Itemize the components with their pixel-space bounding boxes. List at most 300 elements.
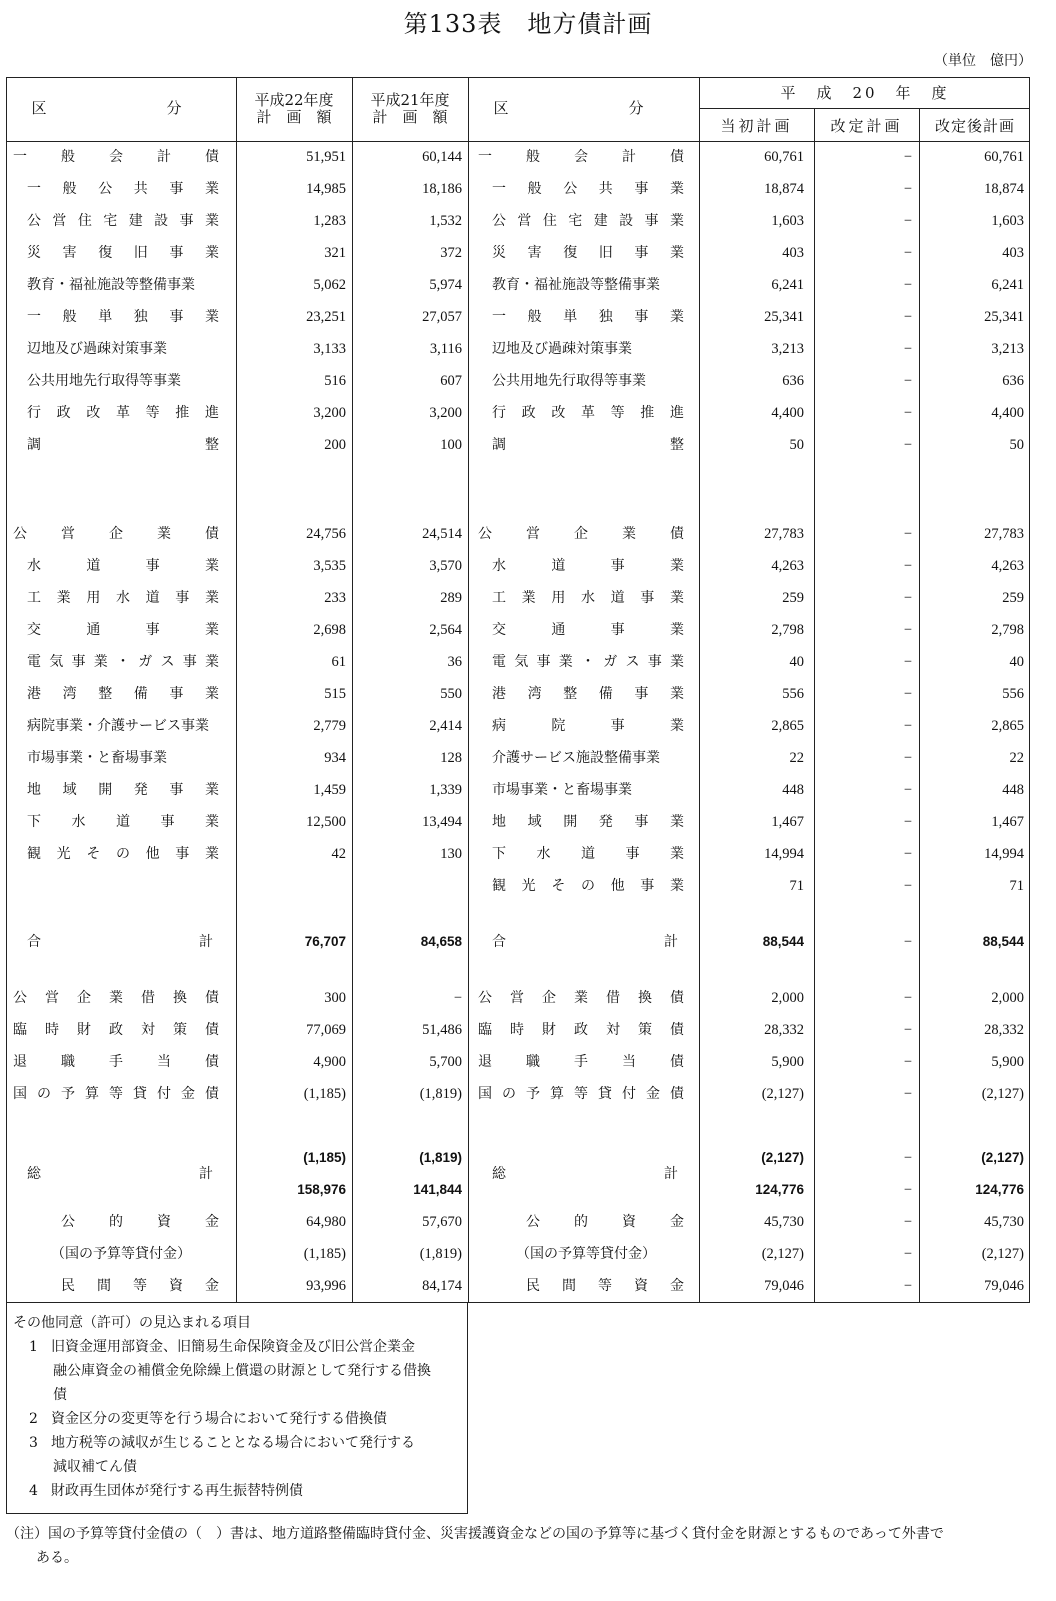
h21-value: 2,414 xyxy=(429,718,462,734)
debt-plan-table xyxy=(6,77,1030,1303)
label-char: 職 xyxy=(61,1054,75,1070)
label-char: 公 xyxy=(526,1214,540,1230)
h21-value: 130 xyxy=(440,846,462,862)
label-char: 公 xyxy=(98,181,113,197)
label-char: 他 xyxy=(145,846,160,862)
h22-value: 14,985 xyxy=(306,181,346,197)
label-char: 公 xyxy=(478,526,492,542)
label-char: 業 xyxy=(204,309,219,325)
row-label xyxy=(492,210,684,232)
h20-after-value: 50 xyxy=(1009,437,1024,453)
h22-value: (1,185) xyxy=(303,1086,346,1102)
label-char: 業 xyxy=(670,846,684,862)
label-char: 業 xyxy=(204,782,219,798)
label-char: 交 xyxy=(492,622,506,638)
label-char: 予 xyxy=(526,1086,540,1102)
h20-initial-value: 556 xyxy=(782,686,804,702)
label-char: 整 xyxy=(563,686,578,702)
label-char: 業 xyxy=(204,686,219,702)
h22-value: 42 xyxy=(331,846,346,862)
h21-value: 141,844 xyxy=(413,1182,462,1197)
h22-value: 61 xyxy=(331,654,346,670)
label-char: 退 xyxy=(478,1054,492,1070)
label-char: 発 xyxy=(598,814,613,830)
label-char: 債 xyxy=(670,526,684,542)
label-char: 業 xyxy=(109,990,123,1006)
h21-value: 84,658 xyxy=(420,934,462,949)
label-char: 行 xyxy=(27,405,41,421)
row-label xyxy=(27,434,219,456)
label-char: 債 xyxy=(670,990,684,1006)
label-char: 合 xyxy=(492,934,506,950)
h20-after-value: 27,783 xyxy=(984,526,1024,542)
label-char: 公 xyxy=(61,1214,75,1230)
h20-initial-value: (2,127) xyxy=(761,1246,804,1262)
h20-after-value: (2,127) xyxy=(981,1150,1024,1165)
label-char: 等 xyxy=(145,405,160,421)
label-char: 計 xyxy=(664,934,678,950)
h20-initial-value: 4,263 xyxy=(771,558,804,574)
label-char: 域 xyxy=(62,782,77,798)
note-text-continued: 債 xyxy=(53,1387,67,1403)
label-char: 事 xyxy=(175,846,190,862)
h20-after-value: 14,994 xyxy=(984,846,1024,862)
h20-initial-value: 40 xyxy=(789,654,804,670)
label-char: 等 xyxy=(610,405,625,421)
label-char: 建 xyxy=(128,213,143,229)
h21-value: (1,819) xyxy=(419,1086,462,1102)
label-char: 貸 xyxy=(598,1086,612,1102)
row-label xyxy=(478,987,684,1009)
row-label: 辺地及び過疎対策事業 xyxy=(27,341,167,357)
label-char: 的 xyxy=(574,1214,588,1230)
row-label xyxy=(478,146,684,168)
h20-revision-value: − xyxy=(903,558,912,574)
label-char: 債 xyxy=(205,149,219,165)
h20-initial-header: 当初計画 xyxy=(720,117,793,135)
label-char: 業 xyxy=(669,622,684,638)
h20-after-value: 5,900 xyxy=(991,1054,1024,1070)
label-char: 金 xyxy=(181,1086,195,1102)
row-label xyxy=(27,843,219,865)
label-char: 業 xyxy=(622,526,636,542)
label-char: 算 xyxy=(85,1086,99,1102)
h20-initial-value: 3,213 xyxy=(771,341,804,357)
label-char: 病 xyxy=(492,718,506,734)
row-label xyxy=(492,587,684,609)
label-char: 湾 xyxy=(62,686,77,702)
label-char: 換 xyxy=(173,990,187,1006)
label-char: 業 xyxy=(157,526,171,542)
label-char: 般 xyxy=(62,181,77,197)
label-char: 計 xyxy=(157,149,171,165)
note-text-continued: 融公庫資金の補償金免除繰上償還の財源として発行する借換 xyxy=(53,1363,431,1379)
page-title: 第133表 地方債計画 xyxy=(403,10,653,38)
row-label xyxy=(492,715,684,737)
label-char: 水 xyxy=(27,558,41,574)
h20-after-value: 1,603 xyxy=(991,213,1024,229)
h22-value: 3,200 xyxy=(313,405,346,421)
label-char: 湾 xyxy=(527,686,542,702)
label-char: 設 xyxy=(619,213,634,229)
label-char: 水 xyxy=(71,814,86,830)
h20-initial-value: 4,400 xyxy=(771,405,804,421)
note-item xyxy=(13,1479,461,1503)
label-char: 港 xyxy=(27,686,41,702)
label-char: 独 xyxy=(598,309,613,325)
h20-after-value: 22 xyxy=(1009,750,1024,766)
h20-revision-value: − xyxy=(903,750,912,766)
h20-after-value: 1,467 xyxy=(991,814,1024,830)
h21-value: 1,532 xyxy=(429,213,462,229)
label-char: 財 xyxy=(542,1022,556,1038)
label-char: 債 xyxy=(670,1054,684,1070)
h21-value: 372 xyxy=(440,245,462,261)
label-char: の xyxy=(580,878,595,894)
label-char: 通 xyxy=(86,622,101,638)
row-label xyxy=(13,523,219,545)
h21-value: 24,514 xyxy=(422,526,462,542)
label-char: 総 xyxy=(492,1166,506,1182)
h21-value: 3,570 xyxy=(429,558,462,574)
row-label xyxy=(27,210,219,232)
label-char: 債 xyxy=(205,526,219,542)
label-char: 換 xyxy=(638,990,652,1006)
h22-value: 2,779 xyxy=(313,718,346,734)
label-char: 業 xyxy=(574,990,588,1006)
label-char: 推 xyxy=(175,405,190,421)
h21-value: 3,116 xyxy=(429,341,462,357)
label-char: 復 xyxy=(98,245,113,261)
label-char: 発 xyxy=(133,782,148,798)
label-char: 公 xyxy=(13,990,27,1006)
h21-value: 289 xyxy=(440,590,462,606)
h21-value: 84,174 xyxy=(422,1278,462,1294)
h20-revision-value: − xyxy=(903,1150,912,1166)
label-char: 事 xyxy=(640,878,655,894)
label-char: 業 xyxy=(205,654,219,670)
h21-value: 1,339 xyxy=(429,782,462,798)
row-label xyxy=(492,242,684,264)
label-char: 宅 xyxy=(568,213,583,229)
label-char: 公 xyxy=(478,990,492,1006)
h21-value: 607 xyxy=(440,373,462,389)
label-char: 等 xyxy=(133,1278,147,1294)
h20-after-value: (2,127) xyxy=(981,1246,1024,1262)
row-label xyxy=(526,1275,684,1297)
label-char: 事 xyxy=(610,558,625,574)
row-label xyxy=(27,651,219,673)
row-label xyxy=(27,402,219,424)
label-char: 企 xyxy=(109,526,123,542)
label-char: 整 xyxy=(98,686,113,702)
row-label xyxy=(13,1083,219,1105)
label-char: 災 xyxy=(27,245,41,261)
label-char: 革 xyxy=(580,405,595,421)
label-char: 計 xyxy=(664,1166,678,1182)
label-char: 業 xyxy=(204,558,219,574)
row-label: 教育・福祉施設等整備事業 xyxy=(492,277,660,293)
h20-after-value: 4,400 xyxy=(991,405,1024,421)
h20-revision-value: − xyxy=(903,149,912,165)
label-char: 事 xyxy=(169,686,184,702)
label-char: 臨 xyxy=(13,1022,27,1038)
h20-initial-value: 27,783 xyxy=(764,526,804,542)
row-label xyxy=(27,619,219,641)
h20-initial-value: 28,332 xyxy=(764,1022,804,1038)
label-char: 営 xyxy=(510,990,524,1006)
header-divider xyxy=(699,108,1029,109)
note-text: 財政再生団体が発行する再生振替特例債 xyxy=(51,1483,303,1499)
col-divider xyxy=(236,78,237,1302)
label-char: 般 xyxy=(527,181,542,197)
h21-value: (1,819) xyxy=(419,1246,462,1262)
label-char: 般 xyxy=(62,309,77,325)
label-char: ガ xyxy=(603,654,618,670)
label-char: 事 xyxy=(169,181,184,197)
h21-value: 100 xyxy=(440,437,462,453)
h21-header-line1: 平成21年度 xyxy=(370,91,450,109)
label-char: 災 xyxy=(492,245,506,261)
label-char: 対 xyxy=(141,1022,155,1038)
label-char: 観 xyxy=(27,846,41,862)
label-char: 道 xyxy=(86,558,101,574)
note-text-continued: 減収補てん債 xyxy=(53,1459,137,1475)
label-char: 事 xyxy=(647,654,662,670)
label-char: 貸 xyxy=(133,1086,147,1102)
h20-revision-value: − xyxy=(903,181,912,197)
note-item xyxy=(13,1335,461,1359)
h20-revision-value: − xyxy=(903,846,912,862)
label-char: 業 xyxy=(558,654,573,670)
label-char: 間 xyxy=(562,1278,576,1294)
label-char: 算 xyxy=(550,1086,564,1102)
label-char: 合 xyxy=(27,934,41,950)
row-label xyxy=(492,619,684,641)
label-char: 事 xyxy=(640,590,655,606)
label-char: 改 xyxy=(86,405,101,421)
h20-revision-value: − xyxy=(903,654,912,670)
h21-value: 13,494 xyxy=(422,814,462,830)
label-char: 公 xyxy=(27,213,41,229)
row-label: 市場事業・と畜場事業 xyxy=(27,750,167,766)
label-char: 公 xyxy=(563,181,578,197)
label-char: 改 xyxy=(551,405,566,421)
h22-value: 51,951 xyxy=(306,149,346,165)
label-char: 備 xyxy=(133,686,148,702)
label-char: 時 xyxy=(45,1022,59,1038)
row-label xyxy=(27,587,219,609)
label-char: 営 xyxy=(517,213,532,229)
label-char: 資 xyxy=(169,1278,183,1294)
label-char: 進 xyxy=(204,405,219,421)
label-char: 事 xyxy=(71,654,86,670)
h20-after-value: 60,761 xyxy=(984,149,1024,165)
label-char: 金 xyxy=(205,1214,219,1230)
h20-initial-value: 2,000 xyxy=(771,990,804,1006)
label-char: ス xyxy=(625,654,640,670)
label-char: 会 xyxy=(574,149,588,165)
label-char: 道 xyxy=(551,558,566,574)
h20-after-value: 25,341 xyxy=(984,309,1024,325)
h20-after-value: 2,798 xyxy=(991,622,1024,638)
h20-initial-value: 71 xyxy=(789,878,804,894)
row-label xyxy=(492,555,684,577)
label-char: 地 xyxy=(492,814,506,830)
note-number: 4 xyxy=(29,1483,38,1499)
h20-revision-value: − xyxy=(903,373,912,389)
row-label: 病院事業・介護サービス事業 xyxy=(27,718,209,734)
label-char: 行 xyxy=(492,405,506,421)
h21-value: − xyxy=(453,990,462,1006)
label-char: 借 xyxy=(141,990,155,1006)
label-char: 復 xyxy=(563,245,578,261)
label-char: 手 xyxy=(574,1054,588,1070)
h21-value: 60,144 xyxy=(422,149,462,165)
note-text: 資金区分の変更等を行う場合において発行する借換債 xyxy=(51,1411,387,1427)
label-char: 般 xyxy=(526,149,540,165)
row-label xyxy=(27,242,219,264)
label-char: 営 xyxy=(61,526,75,542)
footnote-line1: （注）国の予算等貸付金債の（ ）書は、地方道路整備臨時貸付金、災害援護資金などの国の予算等に基づく貸付金を財源とするものであって外書で xyxy=(6,1526,944,1542)
label-char: 革 xyxy=(115,405,130,421)
h20-after-value: 28,332 xyxy=(984,1022,1024,1038)
label-char: 政 xyxy=(56,405,71,421)
h20-initial-value: 50 xyxy=(789,437,804,453)
h22-value: 93,996 xyxy=(306,1278,346,1294)
h20-initial-value: 403 xyxy=(782,245,804,261)
label-char: 業 xyxy=(669,558,684,574)
row-label xyxy=(492,843,684,865)
label-char: 金 xyxy=(670,1278,684,1294)
row-label xyxy=(492,402,684,424)
h20-revision-value: − xyxy=(903,1086,912,1102)
label-char: 整 xyxy=(205,437,219,453)
h22-value: 4,900 xyxy=(313,1054,346,1070)
label-char: 事 xyxy=(169,782,184,798)
label-char: 気 xyxy=(514,654,529,670)
h22-value: 200 xyxy=(324,437,346,453)
label-char: 事 xyxy=(644,213,659,229)
label-char: 業 xyxy=(670,654,684,670)
h21-value: 3,200 xyxy=(429,405,462,421)
label-char: 策 xyxy=(638,1022,652,1038)
h22-header-line1: 平成22年度 xyxy=(254,91,334,109)
h20-after-value: 403 xyxy=(1002,245,1024,261)
h22-value: 23,251 xyxy=(306,309,346,325)
row-label xyxy=(492,434,684,456)
label-char: 独 xyxy=(133,309,148,325)
row-label xyxy=(492,875,684,897)
label-char: 建 xyxy=(593,213,608,229)
h20-initial-value: 25,341 xyxy=(764,309,804,325)
label-char: 用 xyxy=(551,590,566,606)
h20-initial-value: 124,776 xyxy=(755,1182,804,1197)
label-char: 共 xyxy=(598,181,613,197)
label-char: 旧 xyxy=(133,245,148,261)
h20-after-value: 71 xyxy=(1009,878,1024,894)
h20-revision-value: − xyxy=(903,213,912,229)
label-char: 事 xyxy=(536,654,551,670)
footnote-line2: ある。 xyxy=(36,1550,78,1566)
h20-initial-value: 22 xyxy=(789,750,804,766)
label-char: 事 xyxy=(610,718,625,734)
label-char: 総 xyxy=(27,1166,41,1182)
label-char: そ xyxy=(86,846,101,862)
row-label xyxy=(526,1211,684,1233)
h20-initial-value: 14,994 xyxy=(764,846,804,862)
label-char: 計 xyxy=(622,149,636,165)
label-char: 設 xyxy=(154,213,169,229)
label-char: 債 xyxy=(205,1086,219,1102)
label-char: 当 xyxy=(622,1054,636,1070)
label-char: 事 xyxy=(175,590,190,606)
label-char: 業 xyxy=(669,718,684,734)
h20-after-value: 2,865 xyxy=(991,718,1024,734)
row-label xyxy=(13,146,219,168)
label-char: 一 xyxy=(492,181,506,197)
row-label: 教育・福祉施設等整備事業 xyxy=(27,277,195,293)
row-label xyxy=(13,1019,219,1041)
label-char: 業 xyxy=(669,878,684,894)
row-label: 市場事業・と畜場事業 xyxy=(492,782,632,798)
label-char: 予 xyxy=(61,1086,75,1102)
h22-header-line2: 計 画 額 xyxy=(256,108,332,126)
h20-after-value: 124,776 xyxy=(975,1182,1024,1197)
h20-after-value: 6,241 xyxy=(991,277,1024,293)
label-char: 事 xyxy=(182,654,197,670)
label-char: 道 xyxy=(145,590,160,606)
label-char: 業 xyxy=(204,622,219,638)
row-label: （国の予算等貸付金） xyxy=(516,1246,656,1262)
h22-value: 321 xyxy=(324,245,346,261)
label-char: 院 xyxy=(551,718,566,734)
h20-revision-value: − xyxy=(903,341,912,357)
h22-value: 64,980 xyxy=(306,1214,346,1230)
label-char: 観 xyxy=(492,878,506,894)
h22-value: 76,707 xyxy=(304,934,346,949)
row-label xyxy=(478,1019,684,1041)
row-label xyxy=(27,683,219,705)
label-char: 事 xyxy=(625,846,640,862)
h20-initial-value: (2,127) xyxy=(761,1150,804,1165)
label-char: 事 xyxy=(610,622,625,638)
label-char: 付 xyxy=(622,1086,636,1102)
row-label: 公共用地先行取得等事業 xyxy=(492,373,646,389)
row-label xyxy=(27,779,219,801)
h20-revision-value: − xyxy=(903,1246,912,1262)
label-char: 他 xyxy=(610,878,625,894)
label-char: 地 xyxy=(27,782,41,798)
label-char: 一 xyxy=(27,309,41,325)
label-char: 金 xyxy=(670,1214,684,1230)
h20-after-value: 45,730 xyxy=(984,1214,1024,1230)
label-char: 住 xyxy=(77,213,92,229)
label-char: 債 xyxy=(205,990,219,1006)
notes-box xyxy=(6,1302,468,1514)
label-char: 政 xyxy=(521,405,536,421)
h20-initial-value: 1,467 xyxy=(771,814,804,830)
label-char: 道 xyxy=(581,846,595,862)
h21-value: 57,670 xyxy=(422,1214,462,1230)
label-char: 財 xyxy=(77,1022,91,1038)
row-label xyxy=(478,1051,684,1073)
notes-heading: その他同意（許可）の見込まれる項目 xyxy=(13,1315,251,1331)
label-char: ガ xyxy=(138,654,153,670)
h21-header-line2: 計 画 額 xyxy=(372,108,448,126)
row-label xyxy=(61,1275,219,1297)
label-char: 臨 xyxy=(478,1022,492,1038)
